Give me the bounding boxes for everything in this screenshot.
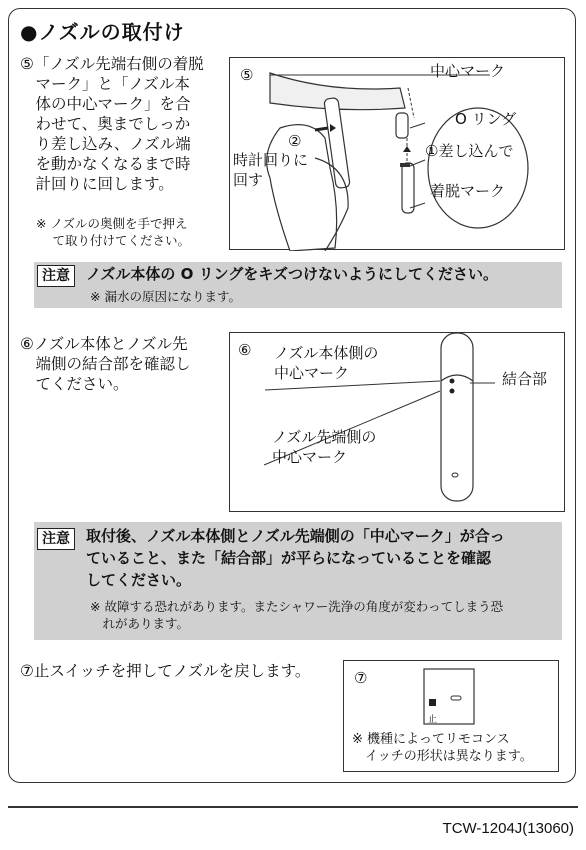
center-mark-label: 中心マーク — [430, 62, 506, 80]
step6-text: ⑥ノズル本体とノズル先 端側の結合部を確認し てください。 — [20, 335, 191, 393]
step7-figure-number: ⑦ — [354, 669, 368, 687]
step7-note: ※ 機種によってリモコンス イッチの形状は異なります。 — [352, 732, 533, 764]
step7-illustration — [344, 661, 560, 731]
step7-figure — [343, 660, 559, 772]
step5-figure-number: ⑤ — [240, 66, 254, 84]
clockwise-label: 時計回りに 回す — [233, 151, 309, 189]
caution1-tag: 注意 — [37, 265, 75, 287]
caution2-note: ※ 故障する恐れがあります。またシャワー洗浄の角度が変わってしまう恐 れがあります。 — [90, 599, 504, 631]
step5-figure — [229, 57, 565, 250]
release-mark-label: 着脱マーク — [430, 182, 506, 200]
document-code: TCW-1204J(13060) — [442, 820, 574, 837]
o-ring-label: O リング — [455, 110, 517, 128]
step5-note: ※ ノズルの奥側を手で押え て取り付けてください。 — [36, 216, 190, 248]
footer-divider — [8, 806, 578, 808]
joint-label: 結合部 — [502, 370, 548, 388]
caution1-note: ※ 漏水の原因になります。 — [90, 289, 241, 304]
step7-text: ⑦止スイッチを押してノズルを戻します。 — [20, 662, 311, 680]
step6-figure-number: ⑥ — [238, 341, 252, 359]
step5-text: ⑤「ノズル先端右側の着脱 マーク」と「ノズル本 体の中心マーク」を合 わせて、奥までしっか り差し込み、ノズル端 を動かなくなるまで時 計回りに回します。 — [20, 55, 204, 193]
body-center-mark-label: ノズル本体側の 中心マーク — [274, 344, 379, 382]
caution2-tag: 注意 — [37, 528, 75, 550]
step6-figure — [229, 332, 565, 512]
insert-label: ①差し込んで — [425, 142, 514, 160]
caution1-text: ノズル本体の O リングをキズつけないようにしてください。 — [86, 265, 498, 283]
step2-label: ② — [288, 132, 302, 150]
tip-center-mark-label: ノズル先端側の 中心マーク — [272, 428, 377, 466]
caution2-text: 取付後、ノズル本体側とノズル先端側の「中心マーク」が合っ ていること、また「結合部」が平らになっていることを確認 してください。 — [86, 527, 505, 589]
section-title: ●ノズルの取付け — [20, 20, 185, 44]
stop-label: 止 — [428, 715, 438, 725]
